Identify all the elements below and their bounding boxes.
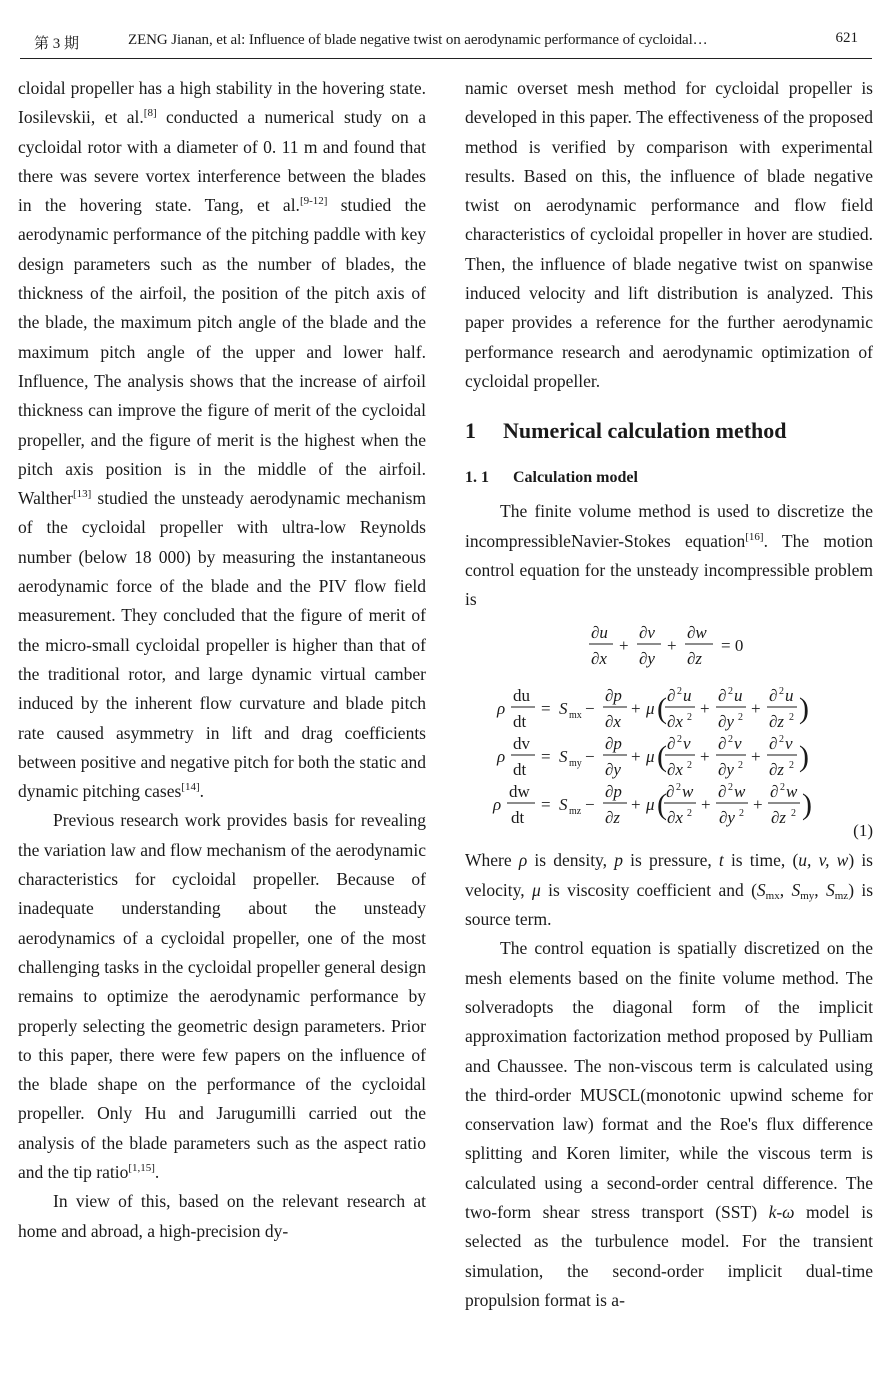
paragraph: Where ρ is density, p is pressure, t is time, (u, v, w) is velocity, μ is viscosity coefficient and ($S_{mx}$, $S_{my}$, $S_{mz}$) is source term. xyxy=(465,850,874,930)
svg-text:+: + xyxy=(753,795,763,815)
svg-text:2: 2 xyxy=(676,782,681,794)
paragraph: The finite volume method is used to discretize the incompressibleNavier-Stokes equation[16]. The motion control equation for the unsteady incompressible problem is xyxy=(465,501,873,610)
svg-text:∂x: ∂x xyxy=(591,649,607,669)
svg-text:v: v xyxy=(734,734,742,754)
svg-text:∂p: ∂p xyxy=(605,782,622,802)
paragraph: In view of this, based on the relevant research at home and abroad, a high-precision dy- xyxy=(18,1191,426,1241)
right-column xyxy=(465,74,873,1315)
svg-text:u: u xyxy=(734,686,743,706)
svg-text:∂y: ∂y xyxy=(605,760,621,780)
svg-text:(: ( xyxy=(657,788,667,822)
equation-number: (1) xyxy=(853,821,873,841)
svg-text:∂w: ∂w xyxy=(687,623,707,643)
svg-text:my: my xyxy=(569,758,582,770)
svg-text:2: 2 xyxy=(789,760,794,772)
svg-text:u: u xyxy=(785,686,794,706)
svg-text:+: + xyxy=(700,699,710,719)
svg-text:2: 2 xyxy=(687,808,692,820)
running-title: ZENG Jianan, et al: Influence of blade negative twist on aerodynamic performance of cycloidal… xyxy=(128,32,708,48)
paragraph: namic overset mesh method for cycloidal propeller is developed in this paper. The effectiveness of the proposed method is verified by comparison with experimental results. Based on this, the influence of blade negative twist on aerodynamic performance and flow field characteristics of cycloidal propeller in hover are studied. Then, the influence of blade negative twist on spanwise induced velocity and lift distribution is analyzed. This paper provides a reference for the further aerodynamic performance research and aerodynamic optimization of cycloidal propeller. xyxy=(465,78,873,391)
svg-text:2: 2 xyxy=(728,734,733,746)
svg-text:∂z: ∂z xyxy=(769,760,785,780)
svg-text:): ) xyxy=(799,740,809,774)
svg-text:∂: ∂ xyxy=(666,782,675,802)
svg-text:dt: dt xyxy=(513,760,527,780)
svg-text:ρ: ρ xyxy=(493,795,502,815)
svg-text:−: − xyxy=(585,795,595,815)
svg-text:=: = xyxy=(541,747,551,767)
continuity-equation xyxy=(589,623,743,668)
header-rule xyxy=(20,58,872,59)
svg-text:= 0: = 0 xyxy=(721,636,744,656)
svg-text:2: 2 xyxy=(791,808,796,820)
svg-text:+: + xyxy=(701,795,711,815)
svg-text:∂p: ∂p xyxy=(605,686,622,706)
svg-text:∂z: ∂z xyxy=(605,808,621,828)
y-momentum-equation xyxy=(496,734,809,779)
svg-text:=: = xyxy=(541,699,551,719)
svg-text:2: 2 xyxy=(677,734,682,746)
svg-text:2: 2 xyxy=(728,782,733,794)
svg-text:(: ( xyxy=(657,740,667,774)
svg-text:v: v xyxy=(785,734,793,754)
z-momentum-equation xyxy=(492,782,812,827)
svg-text:∂x: ∂x xyxy=(667,712,683,732)
svg-text:∂p: ∂p xyxy=(605,734,622,754)
svg-text:ρ: ρ xyxy=(497,699,506,719)
svg-text:+: + xyxy=(631,795,641,815)
svg-text:∂v: ∂v xyxy=(639,623,655,643)
svg-text:2: 2 xyxy=(677,686,682,698)
svg-text:dt: dt xyxy=(513,712,527,732)
svg-text:∂y: ∂y xyxy=(718,760,734,780)
svg-text:w: w xyxy=(682,782,694,802)
svg-text:∂: ∂ xyxy=(667,686,676,706)
svg-text:2: 2 xyxy=(687,760,692,772)
svg-text:S: S xyxy=(559,747,568,767)
paragraph: cloidal propeller has a high stability in the hovering state. Iosilevskii, et al.[8] conducted a numerical study on a cycloidal rotor with a diameter of 0. 11 m and found that there was severe vortex interference between the blades in the hovering state. Tang, et al.[9-12] studied the aerodynamic performance of the pitching paddle with key design parameters such as the number of blades, the thickness of the airfoil, the position of the pitch axis of the blade, the maximum pitch angle of the blade and the maximum pitch angle of the upper and lower half. Influence, The analysis shows that the increase of airfoil thickness can improve the figure of merit of the cycloidal propeller, and the figure of merit is the highest when the pitch axis position is in the middle of the airfoil. Walther[13] studied the unsteady aerodynamic mechanism of the cycloidal propeller with ultra-low Reynolds number (below 18 000) by measuring the instantaneous aerodynamic force of the blade and the PIV flow field measurement. They concluded that the figure of merit of the micro-small cycloidal propeller is higher than that of the traditional rotor, and large dynamic virtual camber induced by the inherent flow curvature and blade pitch rate caused asymmetry in lift and drag coefficients between positive and negative pitch for both the static and dynamic pitching cases[14]. xyxy=(18,78,426,802)
svg-text:2: 2 xyxy=(738,760,743,772)
svg-text:∂y: ∂y xyxy=(639,649,655,669)
svg-text:+: + xyxy=(751,747,761,767)
paragraph: Previous research work provides basis for revealing the variation law and flow mechanism of the aerodynamic characteristics for cycloidal propeller. Because of inadequate understanding about the unsteady aerodynamics of a cycloidal propeller, one of the most challenging tasks in the cycloidal propeller general design remains to optimize the aerodynamic performance by properly selecting the geometric design parameters. Prior to this paper, there were few papers on the influence of the blade shape on the performance of the cycloidal propeller. Only Hu and Jarugumilli carried out the analysis of the blade parameters such as the aspect ratio and the tip ratio[1,15]. xyxy=(18,810,426,1182)
svg-text:μ: μ xyxy=(646,795,655,815)
citation-9-12: [9-12] xyxy=(299,195,328,208)
svg-text:∂: ∂ xyxy=(718,734,727,754)
svg-text:∂: ∂ xyxy=(769,686,778,706)
citation-14: [14] xyxy=(181,781,200,794)
svg-text:dt: dt xyxy=(511,808,525,828)
svg-text:μ: μ xyxy=(646,699,655,719)
citation-13: [13] xyxy=(72,488,92,501)
issue-label: 第 3 期 xyxy=(34,36,80,52)
svg-text:μ: μ xyxy=(646,747,655,767)
svg-text:∂: ∂ xyxy=(718,686,727,706)
citation-16: [16] xyxy=(745,530,764,543)
svg-text:−: − xyxy=(585,747,595,767)
svg-text:+: + xyxy=(751,699,761,719)
svg-text:2: 2 xyxy=(739,808,744,820)
svg-text:∂x: ∂x xyxy=(667,808,683,828)
svg-text:+: + xyxy=(619,636,629,656)
svg-text:2: 2 xyxy=(789,712,794,724)
svg-text:dw: dw xyxy=(509,782,530,802)
svg-text:−: − xyxy=(585,699,595,719)
svg-text:v: v xyxy=(683,734,691,754)
svg-text:2: 2 xyxy=(780,782,785,794)
svg-text:2: 2 xyxy=(728,686,733,698)
svg-text:+: + xyxy=(631,699,641,719)
svg-text:∂z: ∂z xyxy=(769,712,785,732)
svg-text:): ) xyxy=(802,788,812,822)
left-column xyxy=(18,74,426,1246)
svg-text:∂: ∂ xyxy=(667,734,676,754)
paragraph: The control equation is spatially discretized on the mesh elements based on the finite volume method. The solveradopts the diagonal form of the implicit approximation factorization method proposed by Pulliam and Chaussee. The non-viscous term is calculated using the third-order MUSCL(monotonic upwind scheme for conservation law) format and the Roe's flux difference splitting and Koren limiter, while the viscous term is calculated using a second-order central difference. The two-form shear stress transport (SST) k-ω model is selected as the turbulence model. For the transient simulation, the second-order implicit dual-time propulsion format is a- xyxy=(465,938,873,1310)
svg-text:S: S xyxy=(559,699,568,719)
equation-block xyxy=(465,614,873,846)
svg-text:u: u xyxy=(683,686,692,706)
page-number: 621 xyxy=(835,30,858,46)
citation-8: [8] xyxy=(143,107,157,120)
svg-text:∂x: ∂x xyxy=(667,760,683,780)
svg-text:∂: ∂ xyxy=(770,782,779,802)
svg-text:∂z: ∂z xyxy=(687,649,703,669)
svg-text:+: + xyxy=(667,636,677,656)
svg-text:2: 2 xyxy=(738,712,743,724)
svg-text:w: w xyxy=(734,782,746,802)
svg-text:w: w xyxy=(786,782,798,802)
svg-text:mz: mz xyxy=(569,806,582,818)
svg-text:∂y: ∂y xyxy=(719,808,735,828)
svg-text:∂u: ∂u xyxy=(591,623,608,643)
svg-text:∂z: ∂z xyxy=(771,808,787,828)
svg-text:dv: dv xyxy=(513,734,530,754)
equation-1 xyxy=(465,614,873,846)
svg-text:∂: ∂ xyxy=(769,734,778,754)
svg-text:2: 2 xyxy=(779,686,784,698)
svg-text:+: + xyxy=(631,747,641,767)
svg-text:∂: ∂ xyxy=(718,782,727,802)
svg-text:du: du xyxy=(513,686,530,706)
svg-text:2: 2 xyxy=(687,712,692,724)
svg-text:2: 2 xyxy=(779,734,784,746)
svg-text:ρ: ρ xyxy=(497,747,506,767)
running-header xyxy=(20,28,872,52)
svg-text:S: S xyxy=(559,795,568,815)
svg-text:=: = xyxy=(541,795,551,815)
citation-1-15: [1,15] xyxy=(128,1161,155,1174)
svg-text:+: + xyxy=(700,747,710,767)
svg-text:mx: mx xyxy=(569,710,582,722)
subsection-heading: 1. 1 Calculation model xyxy=(465,469,638,487)
x-momentum-equation xyxy=(496,686,809,731)
svg-text:∂x: ∂x xyxy=(605,712,621,732)
section-heading: 1 Numerical calculation method xyxy=(465,418,787,444)
svg-text:(: ( xyxy=(657,692,667,726)
svg-text:∂y: ∂y xyxy=(718,712,734,732)
svg-text:): ) xyxy=(799,692,809,726)
